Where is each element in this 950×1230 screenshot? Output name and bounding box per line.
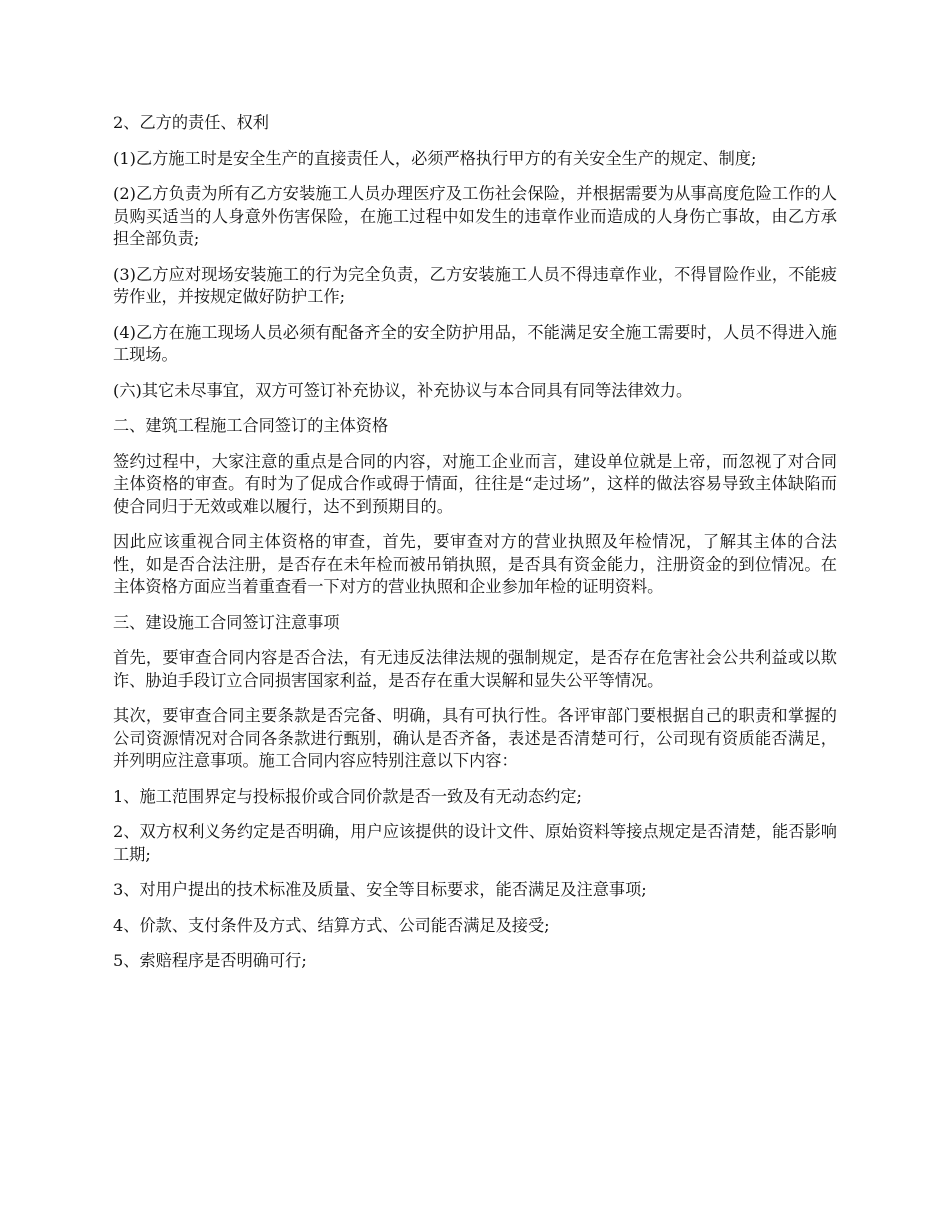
paragraph-item-3: (3)乙方应对现场安装施工的行为完全负责，乙方安装施工人员不得违章作业，不得冒险作业，不能疲劳作业，并按规定做好防护工作; bbox=[113, 264, 837, 306]
paragraph-item-1: (1)乙方施工时是安全生产的直接责任人，必须严格执行甲方的有关安全生产的规定、制度; bbox=[113, 148, 757, 168]
paragraph-item-4: (4)乙方在施工现场人员必须有配备齐全的安全防护用品，不能满足安全施工需要时，人员不得进入施工现场。 bbox=[113, 322, 837, 364]
paragraph-signing-process: 签约过程中，大家注意的重点是合同的内容，对施工企业而言，建设单位就是上帝，而忽视了对合同主体资格的审查。有时为了促成合作或碍于情面，往往是“走过场”，这样的做法容易导致主体缺陷而使合同归于无效或难以履行，达不到预期目的。 bbox=[113, 451, 837, 516]
list-item-1: 1、施工范围界定与投标报价或合同价款是否一致及有无动态约定; bbox=[113, 786, 583, 806]
list-item-4: 4、价款、支付条件及方式、结算方式、公司能否满足及接受; bbox=[113, 915, 550, 935]
section-heading-subject-qualification: 二、建筑工程施工合同签订的主体资格 bbox=[113, 416, 389, 435]
paragraph-qualification-review: 因此应该重视合同主体资格的审查，首先，要审查对方的营业执照及年检情况，了解其主体的合法性，如是否合法注册，是否存在未年检而被吊销执照，是否具有资金能力，注册资金的到位情况。在主体资格方面应当着重查看一下对方的营业执照和企业参加年检的证明资料。 bbox=[113, 532, 837, 596]
paragraph-terms-review: 其次，要审查合同主要条款是否完备、明确，具有可执行性。各评审部门要根据自己的职责和掌握的公司资源情况对合同各条款进行甄别，确认是否齐备，表述是否清楚可行，公司现有资质能否满足，并列明应注意事项。施工合同内容应特别注意以下内容： bbox=[113, 706, 837, 770]
section-heading-party-b-responsibilities: 2、乙方的责任、权利 bbox=[113, 113, 269, 132]
section-heading-signing-notes: 三、建设施工合同签订注意事项 bbox=[113, 612, 340, 632]
paragraph-other-matters: (六)其它未尽事宜，双方可签订补充协议，补充协议与本合同具有同等法律效力。 bbox=[113, 380, 693, 400]
document-page bbox=[113, 112, 837, 986]
list-item-2: 2、双方权利义务约定是否明确，用户应该提供的设计文件、原始资料等接点规定是否清楚，能否影响工期; bbox=[113, 822, 837, 864]
paragraph-legality-review: 首先，要审查合同内容是否合法，有无违反法律法规的强制规定，是否存在危害社会公共利益或以欺诈、胁迫手段订立合同损害国家利益，是否存在重大误解和显失公平等情况。 bbox=[113, 648, 837, 690]
list-item-5: 5、索赔程序是否明确可行; bbox=[113, 951, 307, 970]
paragraph-item-2: (2)乙方负责为所有乙方安装施工人员办理医疗及工伤社会保险，并根据需要为从事高度危险工作的人员购买适当的人身意外伤害保险，在施工过程中如发生的违章作业而造成的人身伤亡事故，由乙方承担全部负责; bbox=[113, 184, 837, 248]
list-item-3: 3、对用户提出的技术标准及质量、安全等目标要求，能否满足及注意事项; bbox=[113, 880, 647, 899]
